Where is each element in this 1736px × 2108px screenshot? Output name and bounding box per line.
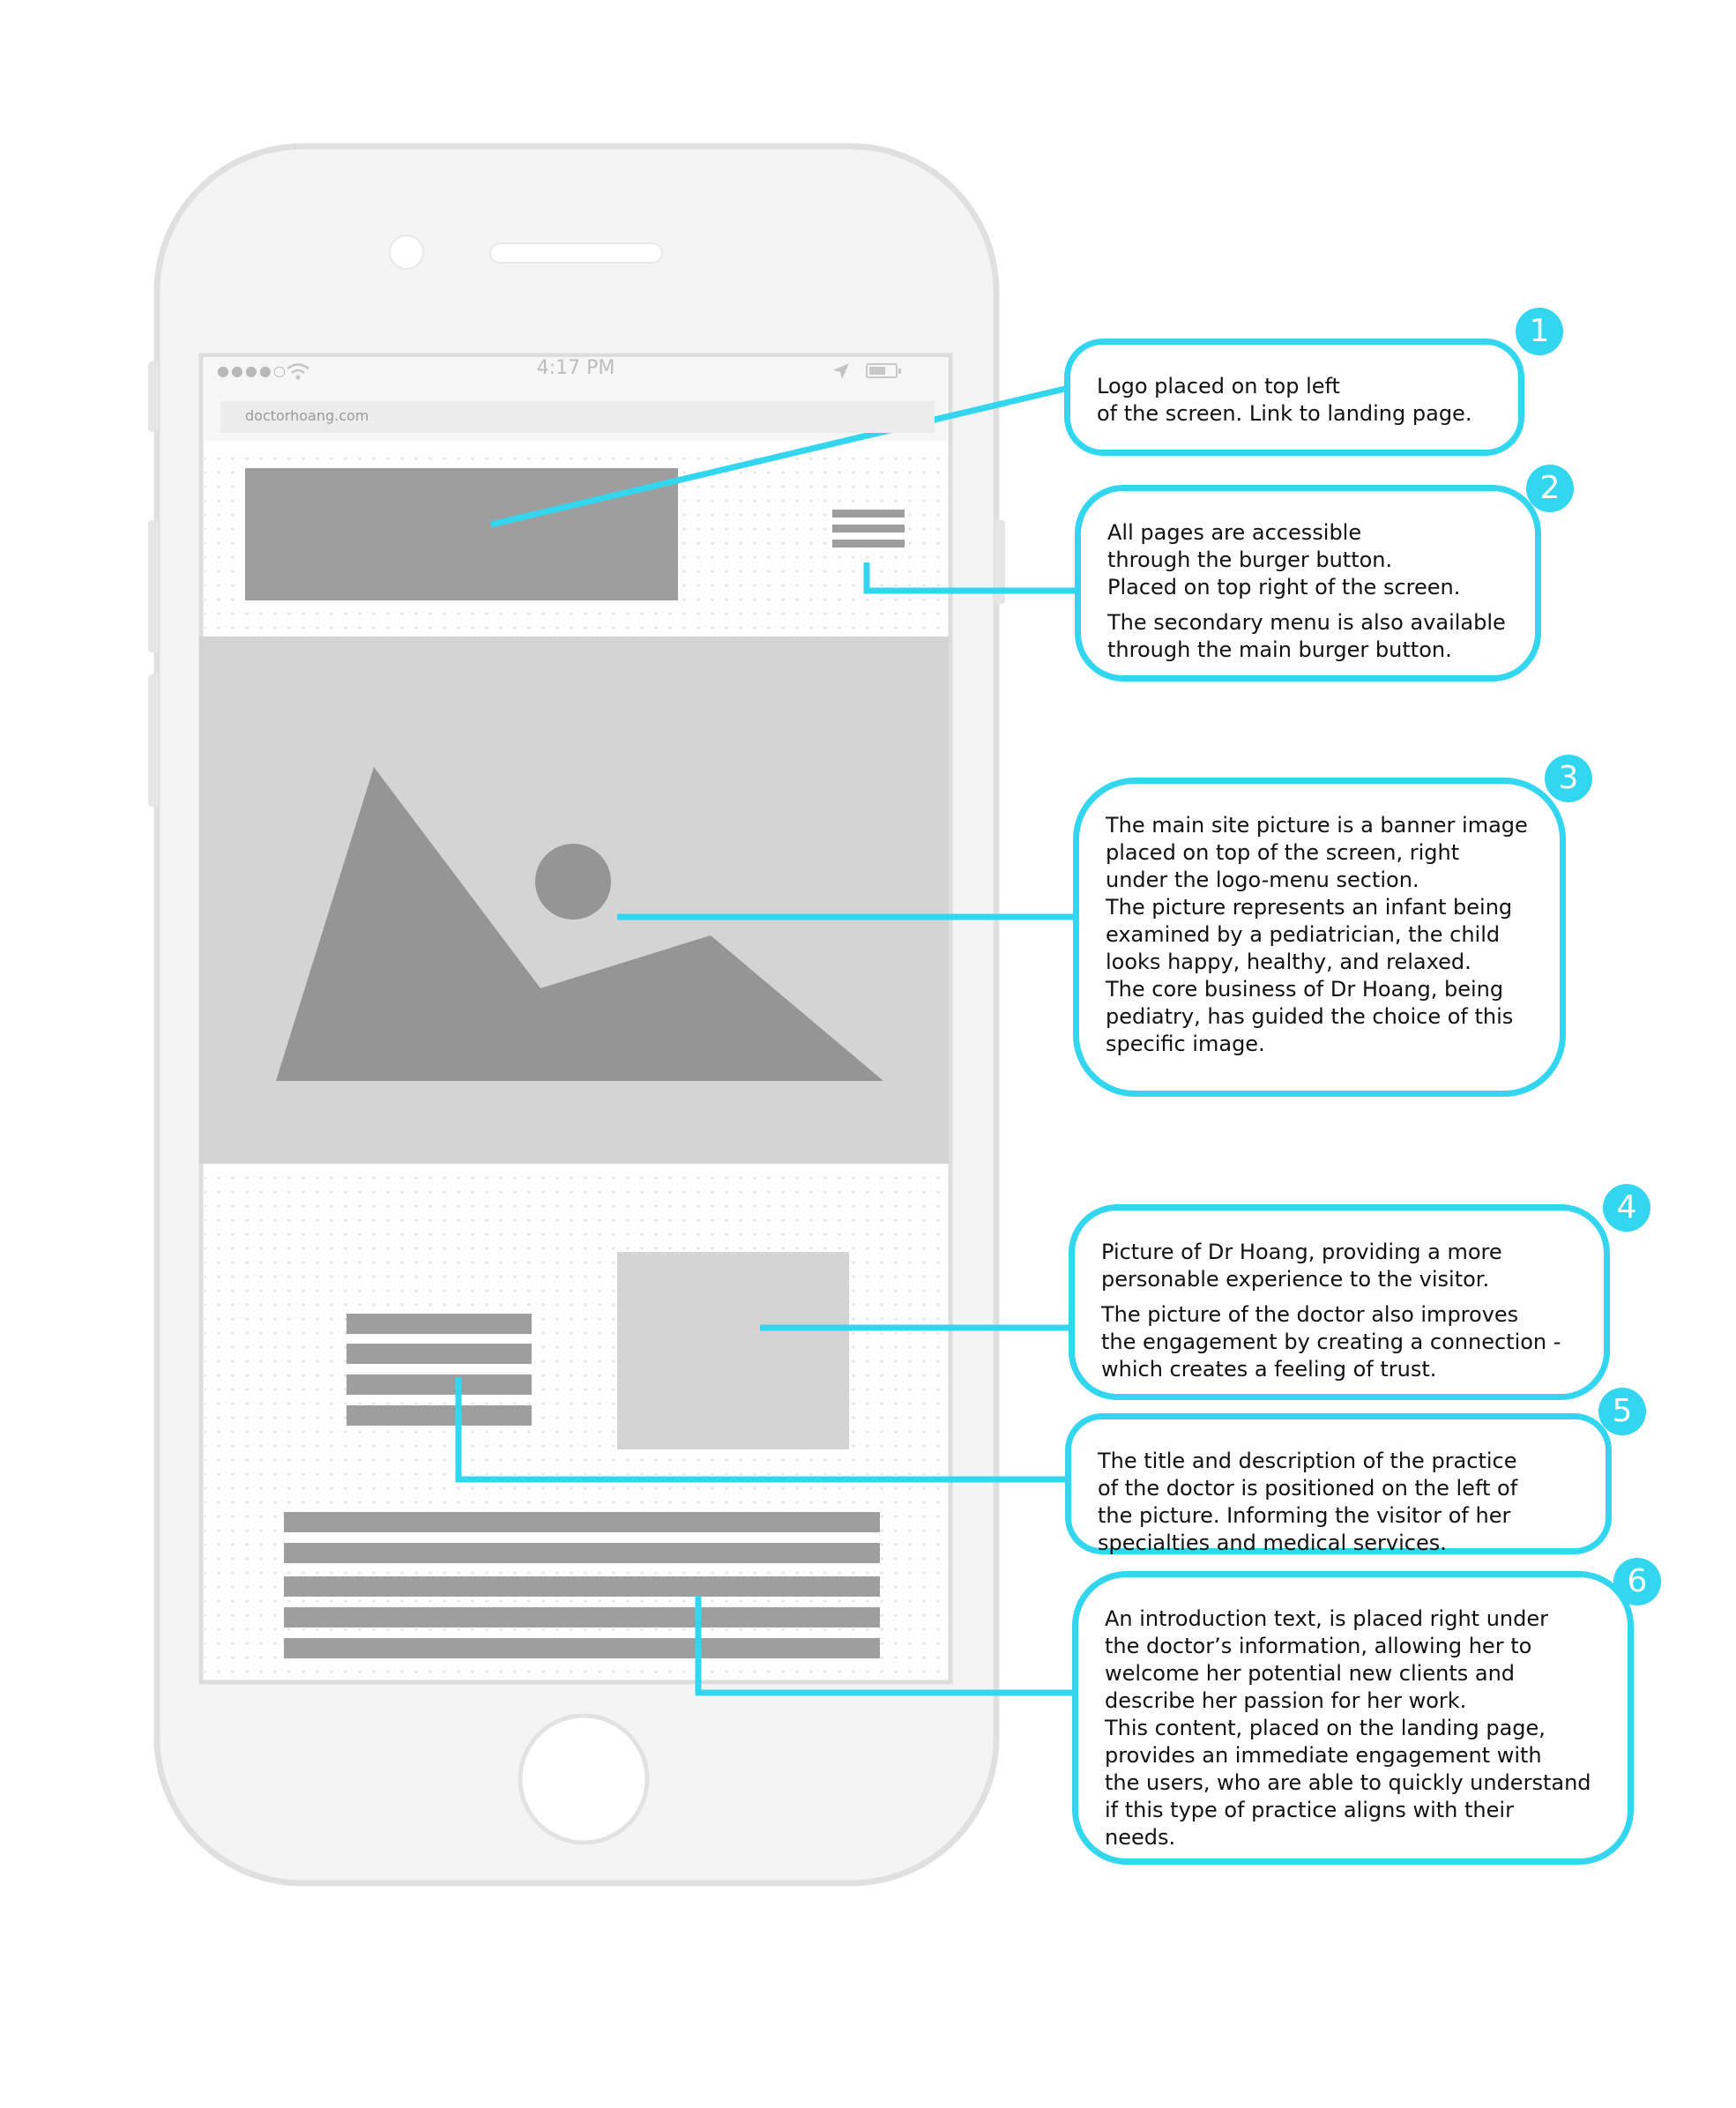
home-button[interactable]: [520, 1716, 647, 1843]
burger-menu-icon[interactable]: [832, 510, 905, 547]
volume-down-button: [148, 674, 159, 807]
annotation-badge-4: 4: [1603, 1184, 1650, 1232]
mute-switch: [148, 361, 159, 432]
annotation-badge-2: 2: [1526, 465, 1574, 512]
browser-url-bar[interactable]: [220, 401, 935, 433]
annotation-badge-5: 5: [1598, 1388, 1646, 1435]
battery-icon: [866, 363, 898, 378]
signal-strength-icon: ●●●●○: [217, 362, 287, 379]
annotation-badge-6: 6: [1613, 1558, 1661, 1605]
annotation-5-text: The title and description of the practice of the doctor is positioned on the left of the picture. Informing the visitor of her specialties and medical services.: [1098, 1449, 1518, 1555]
status-bar: [201, 357, 950, 397]
annotation-3: [1073, 778, 1566, 1097]
front-camera: [390, 235, 423, 269]
annotation-badge-3: 3: [1545, 755, 1592, 802]
doctor-photo-placeholder: [617, 1252, 849, 1449]
location-arrow-icon: [831, 361, 852, 382]
annotation-2-text-secondary: The secondary menu is also available through the main burger button.: [1107, 610, 1506, 662]
logo-placeholder[interactable]: [245, 468, 678, 600]
annotation-4-text-secondary: The picture of the doctor also improves the engagement by creating a connection - which creates a feeling of trust.: [1101, 1302, 1561, 1382]
annotation-1-text: Logo placed on top left of the screen. Link to landing page.: [1097, 374, 1472, 426]
annotation-4-text: Picture of Dr Hoang, providing a more personable experience to the visitor.: [1101, 1240, 1502, 1292]
annotation-2: [1075, 485, 1541, 682]
annotation-5: [1065, 1413, 1612, 1554]
annotation-4: [1069, 1204, 1610, 1400]
earpiece-speaker: [490, 243, 662, 263]
wifi-icon: [285, 361, 311, 382]
annotation-1: [1064, 339, 1524, 456]
volume-up-button: [148, 520, 159, 652]
annotation-badge-1: 1: [1516, 308, 1563, 355]
annotation-3-text: The main site picture is a banner image placed on top of the screen, right under the logo-menu section. The picture represents an infant being examined by a pediatrician, the child looks happy, healthy, and relaxed. The core business of Dr Hoang, being pediatry, has guided the choice of this specific image.: [1106, 813, 1528, 1056]
annotation-6: [1072, 1571, 1634, 1865]
status-time: 4:17 PM: [536, 357, 615, 379]
sun-image-icon: [535, 844, 611, 920]
annotation-6-text: An introduction text, is placed right under the doctor’s information, allowing her to welcome her potential new clients and describe her passion for her work. This content, placed on the landing page, provides an immediate engagement with the users, who are able to quickly understand if this type of practice aligns with their needs.: [1105, 1606, 1591, 1850]
annotation-2-text: All pages are accessible through the burger button. Placed on top right of the screen.: [1107, 520, 1461, 600]
url-text: doctorhoang.com: [245, 407, 369, 424]
